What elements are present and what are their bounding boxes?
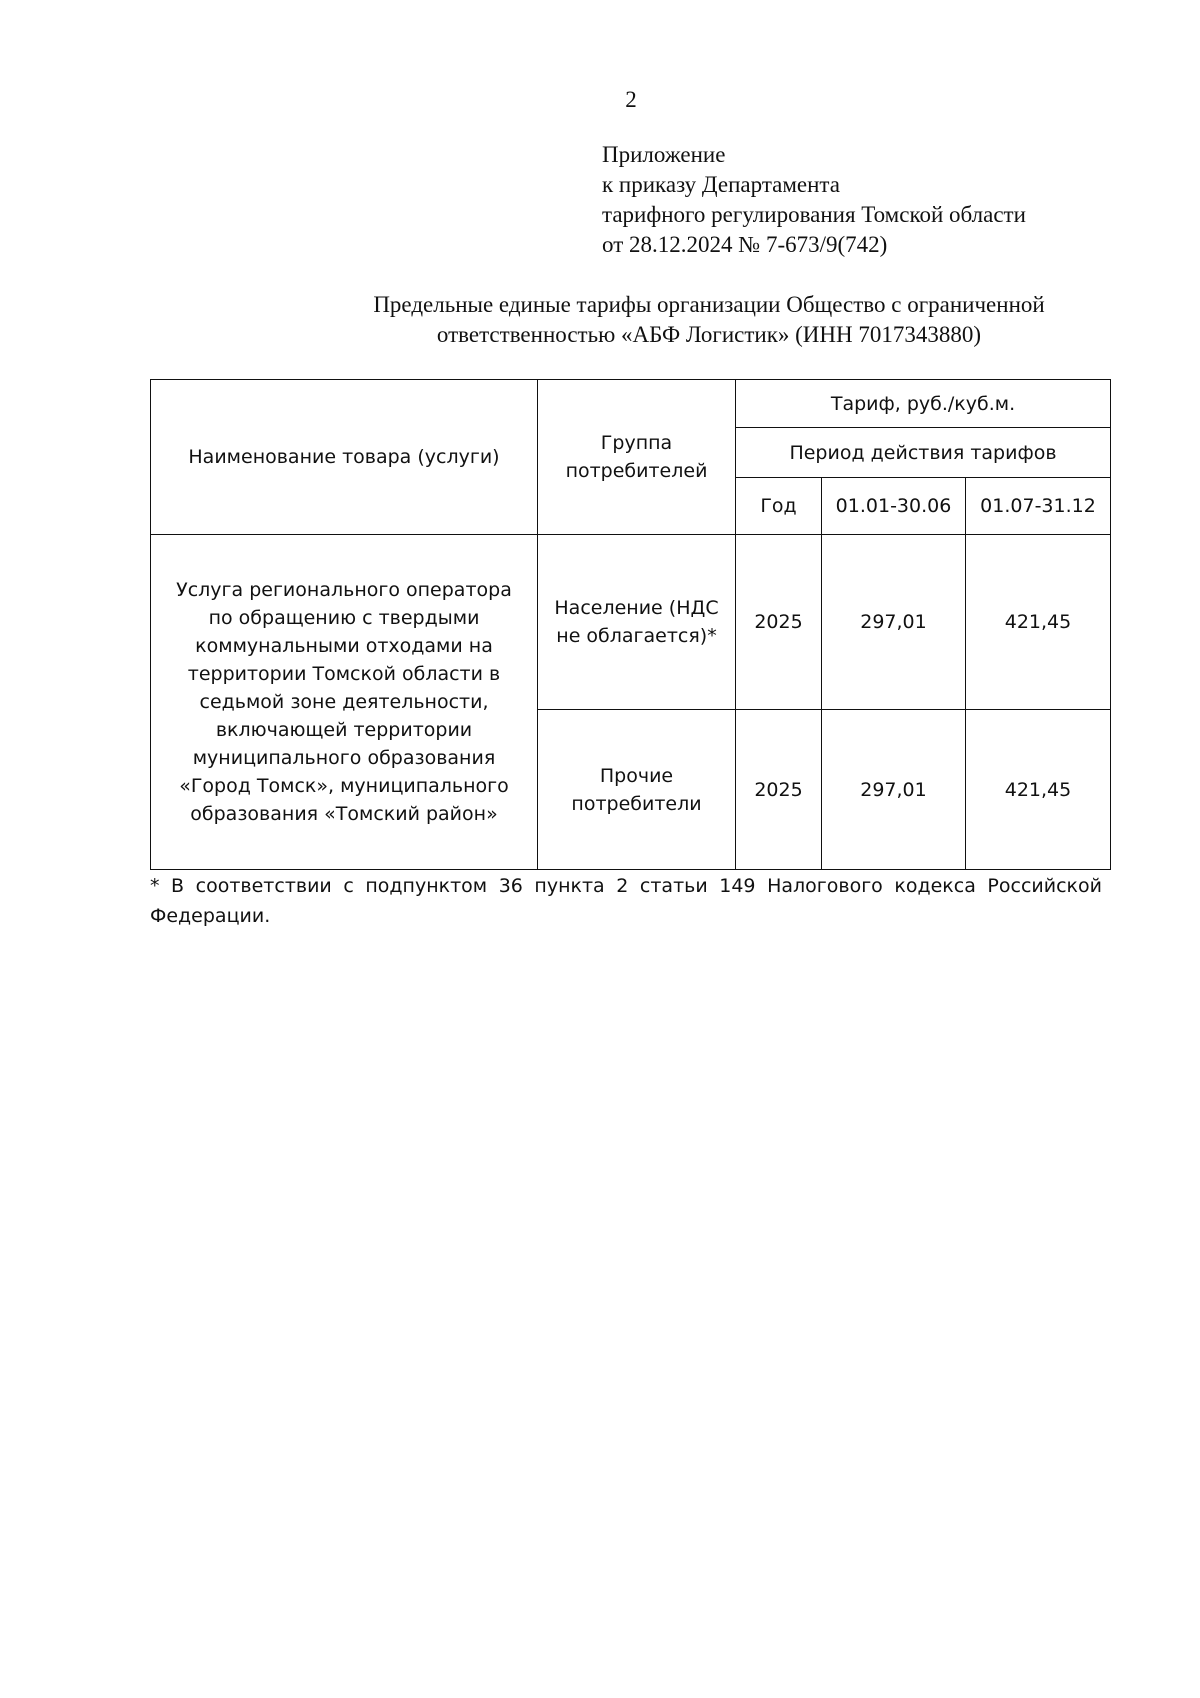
group-cell: Население (НДС не облагается)* [538, 535, 736, 710]
period-1-value-cell: 297,01 [822, 710, 966, 870]
year-cell: 2025 [736, 710, 822, 870]
header-group: Группа потребителей [538, 380, 736, 535]
service-name-cell: Услуга регионального оператора по обращению с твердыми коммунальными отходами на территории Томской области в седьмой зоне деятельности, включающей территории муниципального образования «Город Томск», муниципального образования «Томский район» [151, 535, 538, 870]
footnote: * В соответствии с подпунктом 36 пункта 2 статьи 149 Налогового кодекса Российской Федерации. [150, 875, 1102, 927]
header-period-1: 01.01-30.06 [822, 478, 966, 535]
period-1-value-cell: 297,01 [822, 535, 966, 710]
header-tariff: Тариф, руб./куб.м. [736, 380, 1111, 428]
period-2-value-cell: 421,45 [966, 535, 1111, 710]
header-period: Период действия тарифов [736, 428, 1111, 478]
period-2-value-cell: 421,45 [966, 710, 1111, 870]
group-cell: Прочие потребители [538, 710, 736, 870]
header-service: Наименование товара (услуги) [151, 380, 538, 535]
appendix-line-2: к приказу Департамента [602, 172, 840, 197]
appendix-header [602, 140, 1026, 260]
appendix-line-1: Приложение [602, 142, 726, 167]
document-title [150, 290, 1200, 350]
title-line-2: ответственностью «АБФ Логистик» (ИНН 7017343880) [436, 322, 982, 347]
appendix-line-3: тарифного регулирования Томской области [602, 202, 1026, 227]
year-cell: 2025 [736, 535, 822, 710]
page-number: 2 [625, 87, 637, 112]
appendix-line-4: от 28.12.2024 № 7-673/9(742) [602, 232, 888, 257]
title-line-1: Предельные единые тарифы организации Общество с ограниченной [373, 292, 1045, 317]
header-row-1 [151, 380, 1111, 428]
header-period-2: 01.07-31.12 [966, 478, 1111, 535]
tariff-table [150, 379, 1111, 870]
header-year: Год [736, 478, 822, 535]
table-row [151, 535, 1111, 710]
